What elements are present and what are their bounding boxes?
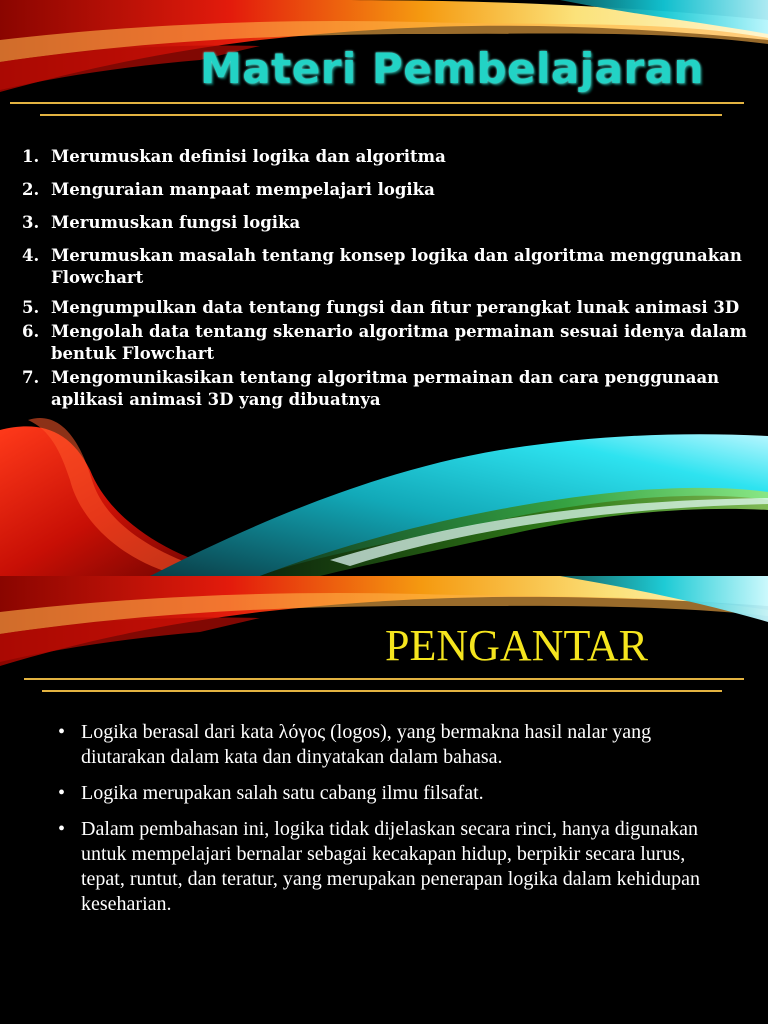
slide-pengantar xyxy=(0,576,768,1024)
intro-bullet-list xyxy=(58,720,718,928)
slide-title: PENGANTAR xyxy=(385,621,648,670)
item-number: 6. xyxy=(22,322,40,341)
learning-objectives-list xyxy=(22,146,752,411)
item-number: 1. xyxy=(22,147,40,166)
slide-title: Materi Pembelajaran xyxy=(200,44,704,93)
title-divider-top xyxy=(10,102,744,104)
item-number: 4. xyxy=(22,246,40,265)
list-item xyxy=(22,297,752,319)
bullet-text: Logika merupakan salah satu cabang ilmu filsafat. xyxy=(81,782,484,804)
list-item xyxy=(22,212,752,234)
bullet-text: Logika berasal dari kata λόγος (logos), yang bermakna hasil nalar yang diutarakan dalam kata dan dinyatakan dalam bahasa. xyxy=(81,721,652,768)
item-text: Merumuskan fungsi logika xyxy=(51,213,301,232)
item-text: Mengomunikasikan tentang algoritma permainan dan cara penggunaan aplikasi animasi 3D yang dibuatnya xyxy=(51,368,720,409)
item-number: 2. xyxy=(22,180,40,199)
item-text: Merumuskan definisi logika dan algoritma xyxy=(51,147,446,166)
item-text: Merumuskan masalah tentang konsep logika dan algoritma menggunakan Flowchart xyxy=(51,246,742,287)
item-text: Mengolah data tentang skenario algoritma permainan sesuai idenya dalam bentuk Flowchart xyxy=(51,322,747,363)
bullet-icon: • xyxy=(58,818,66,840)
item-text: Menguraian manpaat mempelajari logika xyxy=(51,180,435,199)
title-divider-bottom xyxy=(42,690,722,692)
list-item xyxy=(58,781,718,806)
list-item xyxy=(22,245,752,289)
item-number: 7. xyxy=(22,368,40,387)
bullet-text: Dalam pembahasan ini, logika tidak dijelaskan secara rinci, hanya digunakan untuk mempelajari bernalar sebagai kecakapan hidup, berpikir secara lurus, tepat, runtut, dan teratur, yang merupakan penerapan logika dalam kehidupan keseharian. xyxy=(81,818,700,915)
list-item xyxy=(22,179,752,201)
item-number: 3. xyxy=(22,213,40,232)
list-item xyxy=(58,720,718,770)
bullet-icon: • xyxy=(58,721,66,743)
list-item xyxy=(22,367,752,411)
list-item xyxy=(58,817,718,917)
title-divider-top xyxy=(24,678,744,680)
item-text: Mengumpulkan data tentang fungsi dan fitur perangkat lunak animasi 3D xyxy=(51,298,740,317)
title-divider-bottom xyxy=(40,114,722,116)
item-number: 5. xyxy=(22,298,40,317)
bullet-icon: • xyxy=(58,782,66,804)
list-item xyxy=(22,321,752,365)
list-item xyxy=(22,146,752,168)
